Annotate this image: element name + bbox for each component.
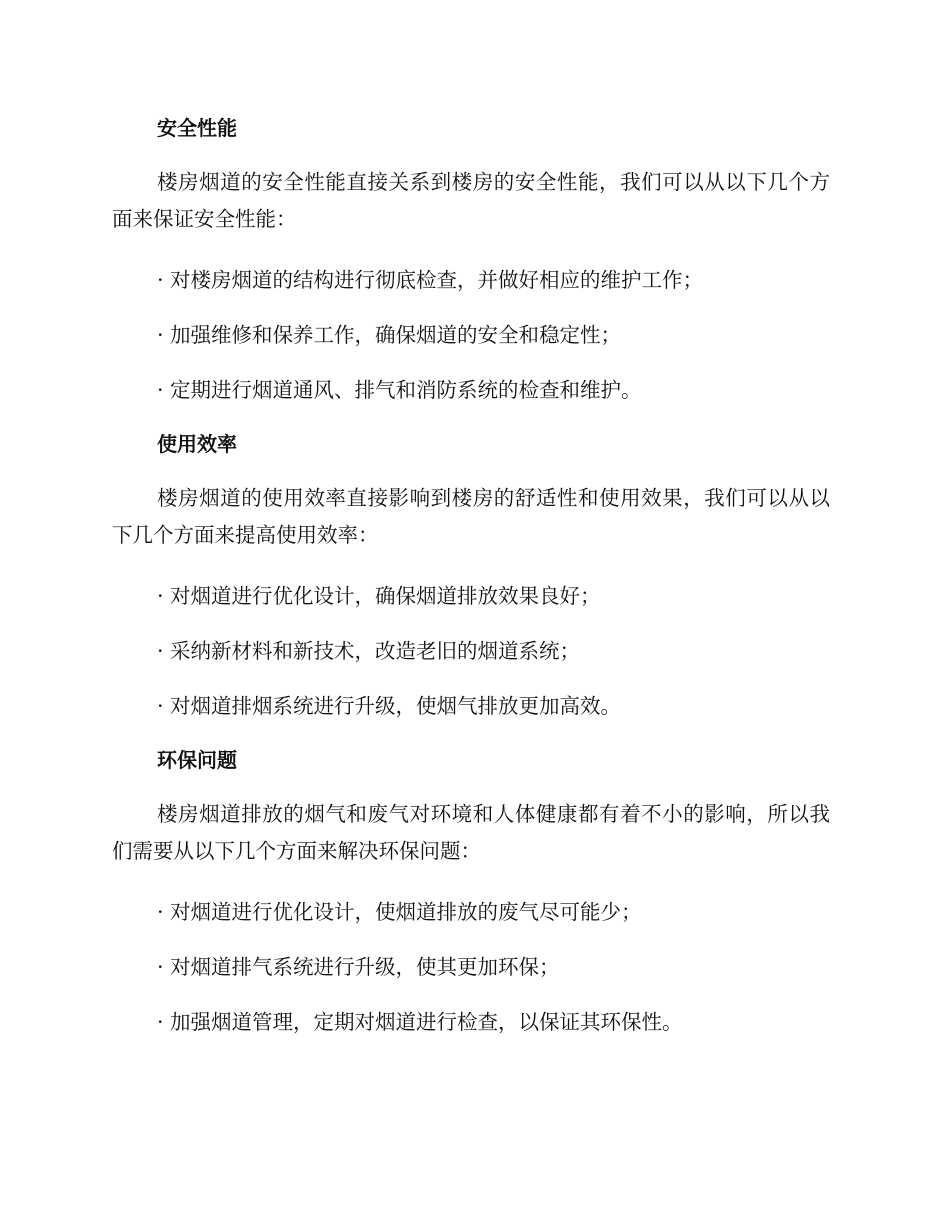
bullet-item: · 对烟道进行优化设计，使烟道排放的废气尽可能少；	[157, 900, 642, 924]
bullet-item: · 对烟道进行优化设计，确保烟道排放效果良好；	[157, 584, 601, 608]
section-heading-safety: 安全性能	[157, 116, 237, 140]
section-paragraph-efficiency: 楼房烟道的使用效率直接影响到楼房的舒适性和使用效果，我们可以从以下几个方面来提高使用效率：	[112, 486, 830, 547]
section-heading-efficiency: 使用效率	[157, 432, 237, 456]
section-heading-environment: 环保问题	[157, 748, 237, 772]
bullet-item: · 加强维修和保养工作，确保烟道的安全和稳定性；	[157, 323, 622, 347]
section-paragraph-environment: 楼房烟道排放的烟气和废气对环境和人体健康都有着不小的影响，所以我们需要从以下几个方面来解决环保问题：	[112, 802, 830, 863]
section-paragraph-safety: 楼房烟道的安全性能直接关系到楼房的安全性能，我们可以从以下几个方面来保证安全性能：	[112, 170, 830, 231]
bullet-item: · 对烟道排气系统进行升级，使其更加环保；	[157, 955, 560, 979]
bullet-item: · 对楼房烟道的结构进行彻底检查，并做好相应的维护工作；	[157, 268, 704, 292]
bullet-item: · 采纳新材料和新技术，改造老旧的烟道系统；	[157, 639, 581, 663]
bullet-item: · 定期进行烟道通风、排气和消防系统的检查和维护。	[157, 378, 642, 402]
bullet-item: · 对烟道排烟系统进行升级，使烟气排放更加高效。	[157, 694, 622, 718]
bullet-item: · 加强烟道管理，定期对烟道进行检查，以保证其环保性。	[157, 1010, 683, 1034]
